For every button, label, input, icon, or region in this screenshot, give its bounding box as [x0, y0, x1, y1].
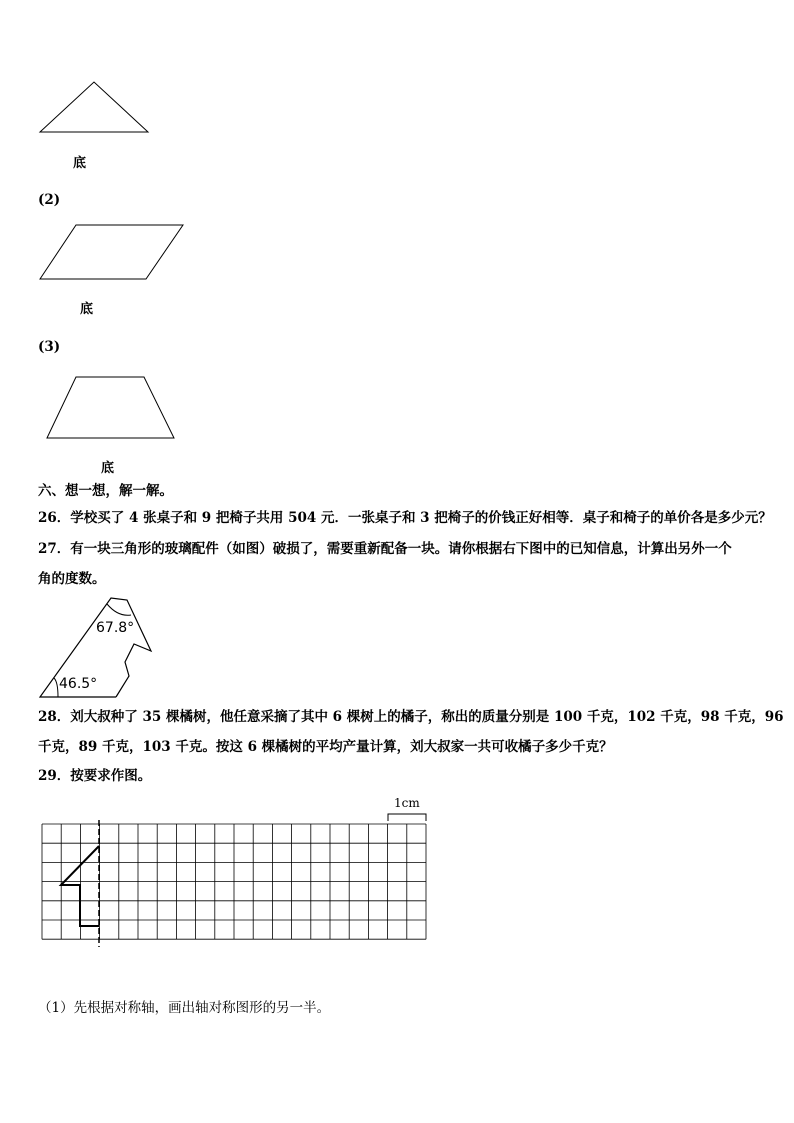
question-28-line-2: 千克，89 千克，103 千克。按这 6 棵橘树的平均产量计算，刘大叔家一共可收橘子多少千克？: [38, 739, 613, 755]
trapezoid-base-label: 底: [101, 461, 115, 476]
question-27-line-2: 角的度数。: [38, 571, 106, 587]
question-27-line-1: 27．有一块三角形的玻璃配件（如图）破损了，需要重新配备一块。请你根据右下图中的已知信息，计算出另外一个: [38, 541, 732, 557]
question-29-part-1: （1）先根据对称轴，画出轴对称图形的另一半。: [38, 1000, 331, 1016]
parallelogram-base-label: 底: [80, 302, 94, 317]
angle-label-bottom: 46.5°: [59, 676, 98, 692]
angle-label-top: 67.8°: [96, 620, 135, 636]
question-29: 29．按要求作图。: [38, 768, 152, 784]
question-26: 26．学校买了 4 张桌子和 9 把椅子共用 504 元．一张桌子和 3 把椅子的价钱正好相等．桌子和椅子的单价各是多少元？: [38, 510, 772, 526]
figure-2-number: (2): [38, 192, 61, 208]
section-6-heading: 六、想一想，解一解。: [38, 483, 173, 499]
triangle-base-label: 底: [73, 156, 87, 171]
question-28-line-1: 28．刘大叔种了 35 棵橘树，他任意采摘了其中 6 棵树上的橘子，称出的质量分别是 100 千克，102 千克，98 千克，96: [38, 709, 784, 725]
scale-label: 1cm: [394, 796, 420, 810]
figure-3-number: (3): [38, 339, 61, 355]
